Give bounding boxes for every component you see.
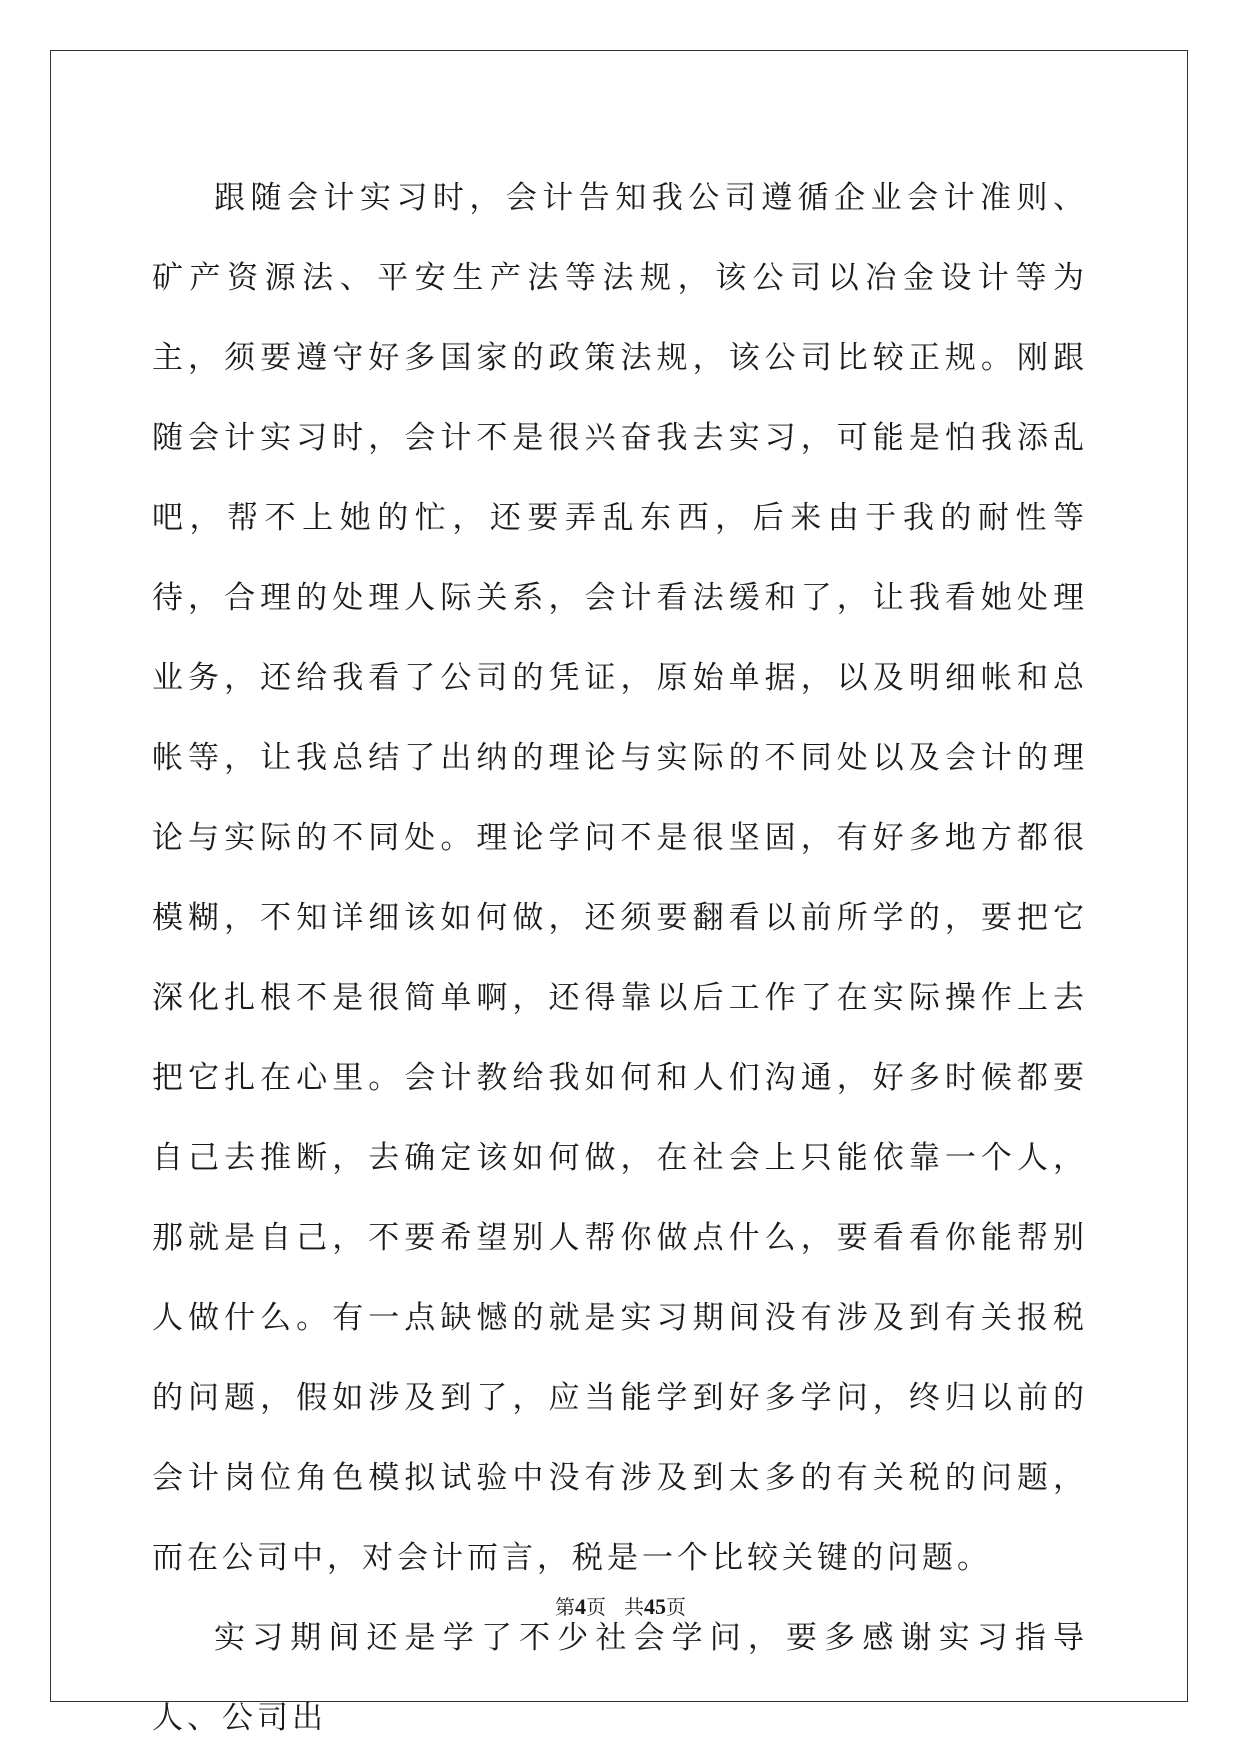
total-pages: 45 [644, 1594, 666, 1619]
page-footer [0, 1591, 1241, 1620]
page-suffix: 页 [586, 1595, 606, 1619]
document-body [152, 158, 1088, 1758]
paragraph: 跟随会计实习时，会计告知我公司遵循企业会计准则、矿产资源法、平安生产法等法规，该公司以冶金设计等为主，须要遵守好多国家的政策法规，该公司比较正规。刚跟随会计实习时，会计不是很兴奋我去实习，可能是怕我添乱吧，帮不上她的忙，还要弄乱东西，后来由于我的耐性等待，合理的处理人际关系，会计看法缓和了，让我看她处理业务，还给我看了公司的凭证，原始单据，以及明细帐和总帐等，让我总结了出纳的理论与实际的不同处以及会计的理论与实际的不同处。理论学问不是很坚固，有好多地方都很模糊，不知详细该如何做，还须要翻看以前所学的，要把它深化扎根不是很简单啊，还得靠以后工作了在实际操作上去把它扎在心里。会计教给我如何和人们沟通，好多时候都要自己去推断，去确定该如何做，在社会上只能依靠一个人，那就是自己，不要希望别人帮你做点什么，要看看你能帮别人做什么。有一点缺憾的就是实习期间没有涉及到有关报税的问题，假如涉及到了，应当能学到好多学问，终归以前的会计岗位角色模拟试验中没有涉及到太多的有关税的问题，而在公司中，对会计而言，税是一个比较关键的问题。 [152, 180, 1088, 1576]
total-prefix: 共 [624, 1595, 644, 1619]
page-number: 4 [575, 1594, 586, 1619]
paragraph: 实习期间还是学了不少社会学问，要多感谢实习指导人、公司出 [152, 1620, 1088, 1736]
page-prefix: 第 [555, 1595, 575, 1619]
total-suffix: 页 [666, 1595, 686, 1619]
